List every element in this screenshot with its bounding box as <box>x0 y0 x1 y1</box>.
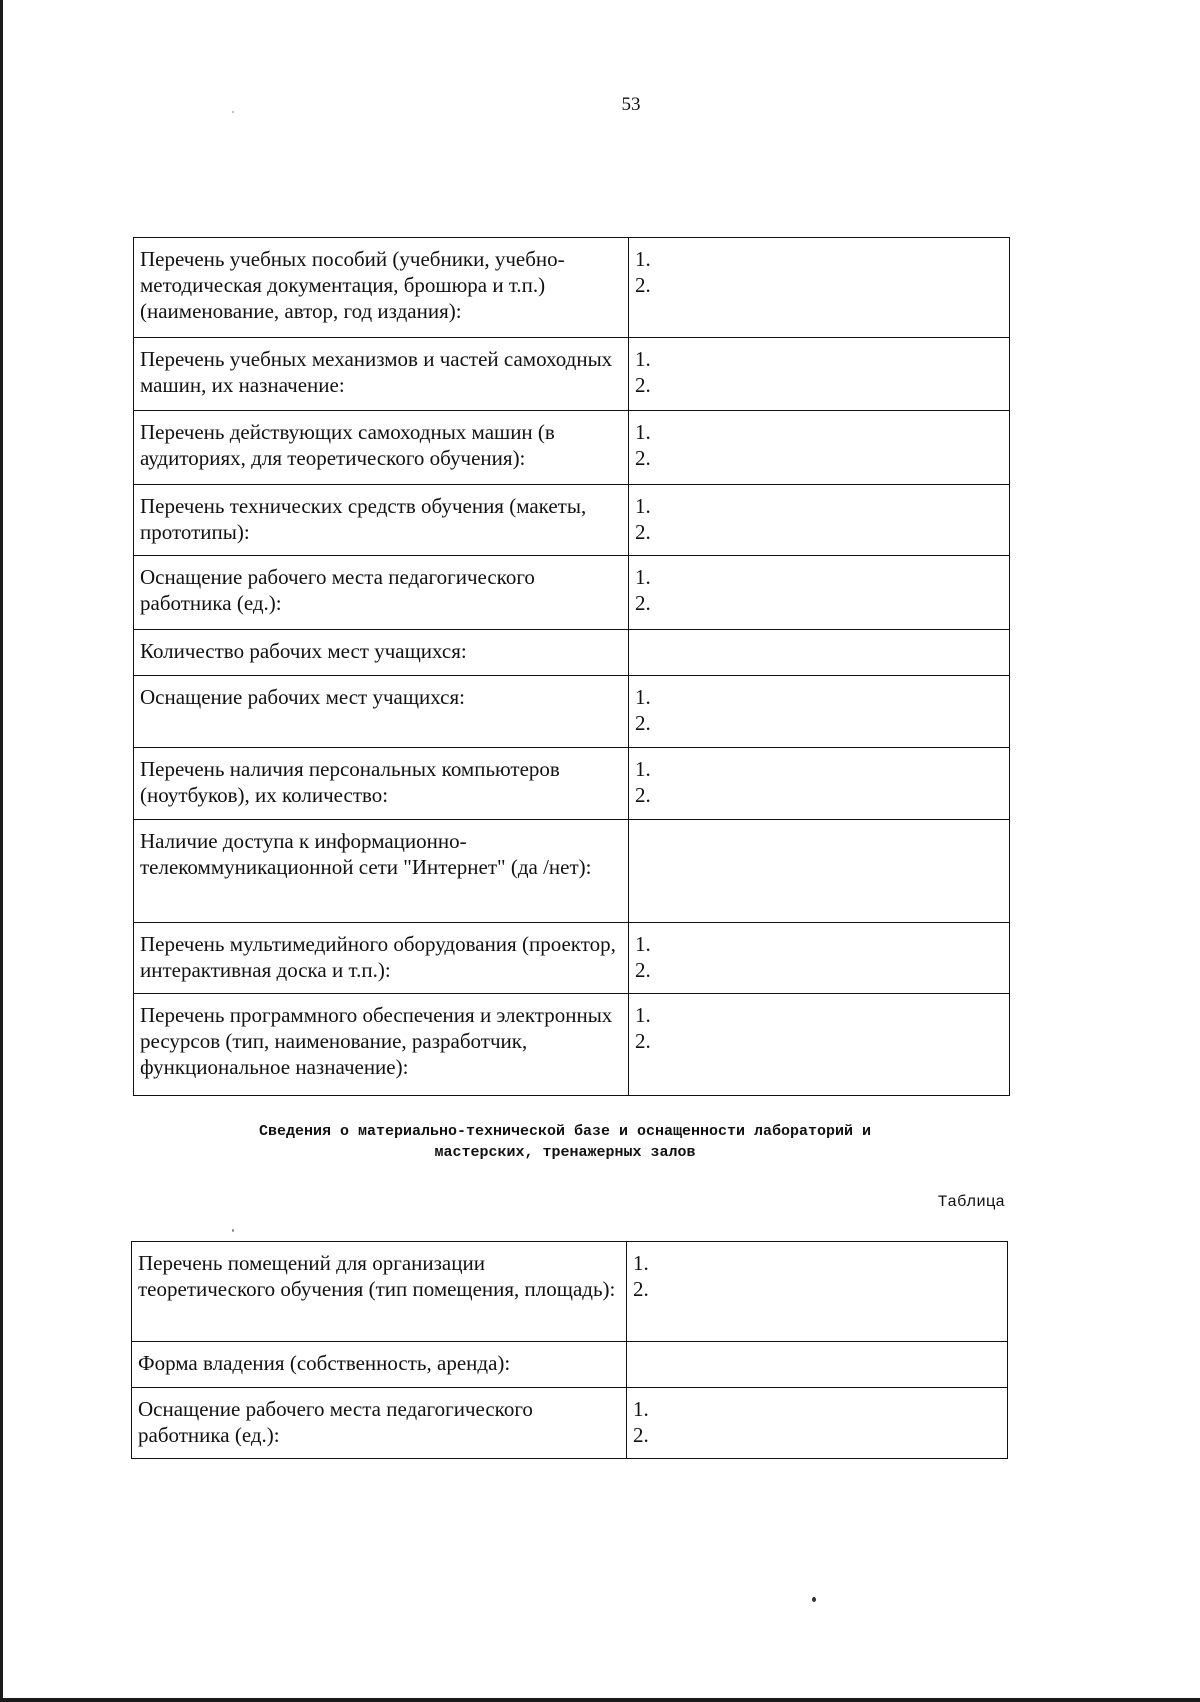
list-number: 1. <box>635 420 651 444</box>
row-value <box>629 676 1010 748</box>
row-label: Перечень учебных механизмов и частей самоходных машин, их назначение: <box>134 338 629 411</box>
list-number: 2. <box>633 1277 649 1301</box>
row-label: Перечень мультимедийного оборудования (проектор, интерактивная доска и т.п.): <box>134 923 629 994</box>
list-number: 2. <box>635 783 651 807</box>
table-caption: Таблица <box>937 1193 1005 1211</box>
scan-speck <box>232 1229 234 1232</box>
table-row <box>134 338 1010 411</box>
list-number: 1. <box>633 1251 649 1275</box>
scan-speck <box>812 1597 816 1602</box>
list-number: 2. <box>635 446 651 470</box>
table-row <box>134 485 1010 556</box>
row-value <box>627 1342 1008 1388</box>
row-label: Наличие доступа к информационно-телекоммуникационной сети "Интернет" (да /нет): <box>134 820 629 923</box>
row-label: Перечень программного обеспечения и электронных ресурсов (тип, наименование, разработчик, функциональное назначение): <box>134 994 629 1096</box>
scan-edge-bottom <box>0 1698 1200 1702</box>
scan-edge-left <box>0 0 3 1702</box>
row-value <box>629 338 1010 411</box>
list-number: 1. <box>635 757 651 781</box>
list-number: 1. <box>635 565 651 589</box>
section-heading-line: мастерских, тренажерных залов <box>434 1144 696 1161</box>
list-number: 1. <box>635 1003 651 1027</box>
list-number: 2. <box>635 958 651 982</box>
table-row <box>134 994 1010 1096</box>
list-number: 1. <box>635 685 651 709</box>
row-label: Перечень наличия персональных компьютеров (ноутбуков), их количество: <box>134 748 629 820</box>
table-row <box>134 820 1010 923</box>
table-row <box>134 630 1010 676</box>
row-value <box>629 238 1010 338</box>
row-value <box>627 1388 1008 1459</box>
table-row <box>132 1388 1008 1459</box>
list-number: 1. <box>633 1397 649 1421</box>
row-label: Оснащение рабочих мест учащихся: <box>134 676 629 748</box>
equipment-table <box>133 237 1010 1096</box>
section-heading <box>150 1121 980 1163</box>
list-number: 2. <box>635 711 651 735</box>
row-label: Оснащение рабочего места педагогического работника (ед.): <box>132 1388 627 1459</box>
table-row <box>134 411 1010 485</box>
row-label: Перечень действующих самоходных машин (в аудиториях, для теоретического обучения): <box>134 411 629 485</box>
row-label: Перечень учебных пособий (учебники, учебно-методическая документация, брошюра и т.п.) (наименование, автор, год издания): <box>134 238 629 338</box>
list-number: 2. <box>635 520 651 544</box>
table-row <box>134 748 1010 820</box>
row-label: Форма владения (собственность, аренда): <box>132 1342 627 1388</box>
row-label: Количество рабочих мест учащихся: <box>134 630 629 676</box>
list-number: 1. <box>635 347 651 371</box>
list-number: 2. <box>635 273 651 297</box>
row-value <box>629 485 1010 556</box>
row-value <box>629 820 1010 923</box>
table-row <box>132 1242 1008 1342</box>
list-number: 2. <box>635 373 651 397</box>
row-value <box>629 994 1010 1096</box>
list-number: 1. <box>635 494 651 518</box>
table-row <box>134 238 1010 338</box>
section-heading-line: Сведения о материально-технической базе и оснащенности лабораторий и <box>258 1123 872 1140</box>
list-number: 1. <box>635 932 651 956</box>
row-value <box>629 411 1010 485</box>
row-value <box>629 748 1010 820</box>
row-value <box>629 923 1010 994</box>
table-row <box>134 923 1010 994</box>
row-label: Оснащение рабочего места педагогического работника (ед.): <box>134 556 629 630</box>
row-label: Перечень помещений для организации теоретического обучения (тип помещения, площадь): <box>132 1242 627 1342</box>
row-value <box>627 1242 1008 1342</box>
row-value <box>629 556 1010 630</box>
page-number: 53 <box>621 94 641 115</box>
facilities-table <box>131 1241 1008 1459</box>
table-row <box>132 1342 1008 1388</box>
list-number: 2. <box>635 591 651 615</box>
row-label: Перечень технических средств обучения (макеты, прототипы): <box>134 485 629 556</box>
table-row <box>134 676 1010 748</box>
scan-speck <box>232 111 234 113</box>
table-row <box>134 556 1010 630</box>
row-value <box>629 630 1010 676</box>
list-number: 1. <box>635 247 651 271</box>
list-number: 2. <box>635 1029 651 1053</box>
list-number: 2. <box>633 1423 649 1447</box>
